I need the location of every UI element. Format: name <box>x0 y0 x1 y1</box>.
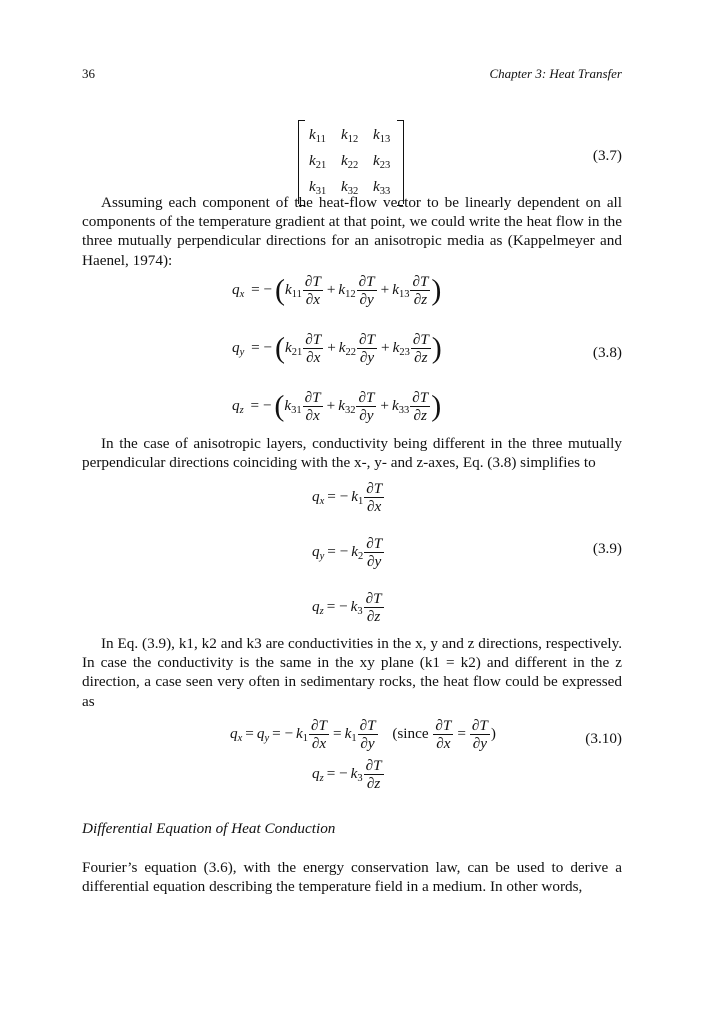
equation-qy-simple: $q_y$ = − $k_2$ $\frac{\partial T}{\partial y}$ <box>312 535 383 570</box>
matrix-cell: $k_{31}$ <box>309 178 327 197</box>
conductivity-matrix <box>298 120 404 204</box>
matrix-cell: $k_{22}$ <box>341 152 359 171</box>
paragraph-fourier: Fourier’s equation (3.6), with the energy conservation law, can be used to derive a differential equation describing the temperature field in a medium. In other words, <box>82 859 622 896</box>
matrix-cell: $k_{33}$ <box>373 178 391 197</box>
equation-qz-simple: $q_z$ = − $k_3$ $\frac{\partial T}{\partial z}$ <box>312 590 382 625</box>
equation-qy-anisotropic: $q_y$ = − ($k_{21}$ $\frac{\partial T}{\partial x}$ + $k_{22}$ $\frac{\partial T}{\partial y}$ + $k_{23}$ $\frac{\partial T}{\partial z}$ ) <box>232 331 442 366</box>
matrix-cell: $k_{32}$ <box>341 178 359 197</box>
paragraph-anisotropic-intro: Assuming each component of the heat-flow vector to be linearly dependent on all components of the temperature gradient at that point, we could write the heat flow in the three mutually perpendicular directions for an anisotropic media as (Kappelmeyer and Haenel, 1974): <box>82 194 622 269</box>
equation-qxy-isotropic-plane: $q_x = q_y$ = − $k_1$ $\frac{\partial T}{\partial x}$ = $k_1$ $\frac{\partial T}{\partial y}$ (since $\frac{\partial T}{\partial x}$ = $\frac{\partial T}{\partial y}$ ) <box>230 717 496 752</box>
equation-qz-anisotropic: $q_z$ = − ($k_{31}$ $\frac{\partial T}{\partial x}$ + $k_{32}$ $\frac{\partial T}{\partial y}$ + $k_{33}$ $\frac{\partial T}{\partial z}$ ) <box>232 389 442 424</box>
equation-qx-simple: $q_x$ = − $k_1$ $\frac{\partial T}{\partial x}$ <box>312 480 383 515</box>
matrix-cell: $k_{13}$ <box>373 126 391 145</box>
section-heading: Differential Equation of Heat Conduction <box>82 820 336 837</box>
paragraph-conductivities: In Eq. (3.9), k1, k2 and k3 are conductivities in the x, y and z directions, respectively. In case the conductivity is the same in the xy plane (k1 = k2) and different in the z direction, a case seen very often in sedimentary rocks, the heat flow could be expressed as <box>82 635 622 710</box>
running-head: Chapter 3: Heat Transfer <box>489 66 622 81</box>
equation-qz-plane: $q_z$ = − $k_3$ $\frac{\partial T}{\partial z}$ <box>312 757 382 792</box>
equation-number-3-8: (3.8) <box>592 344 622 361</box>
matrix-cell: $k_{11}$ <box>309 126 326 145</box>
paragraph-layers: In the case of anisotropic layers, conductivity being different in the three mutually perpendicular directions coinciding with the x-, y- and z-axes, Eq. (3.8) simplifies to <box>82 435 622 472</box>
equation-number-3-7: (3.7) <box>592 147 622 164</box>
equation-number-3-10: (3.10) <box>585 730 622 747</box>
equation-number-3-9: (3.9) <box>592 540 622 557</box>
matrix-cell: $k_{21}$ <box>309 152 327 171</box>
equation-qx-anisotropic: $q_x$ = − ($k_{11}$ $\frac{\partial T}{\partial x}$ + $k_{12}$ $\frac{\partial T}{\partial y}$ + $k_{13}$ $\frac{\partial T}{\partial z}$ ) <box>232 273 442 308</box>
page-number: 36 <box>82 66 95 81</box>
matrix-cell: $k_{23}$ <box>373 152 391 171</box>
matrix-cell: $k_{12}$ <box>341 126 359 145</box>
